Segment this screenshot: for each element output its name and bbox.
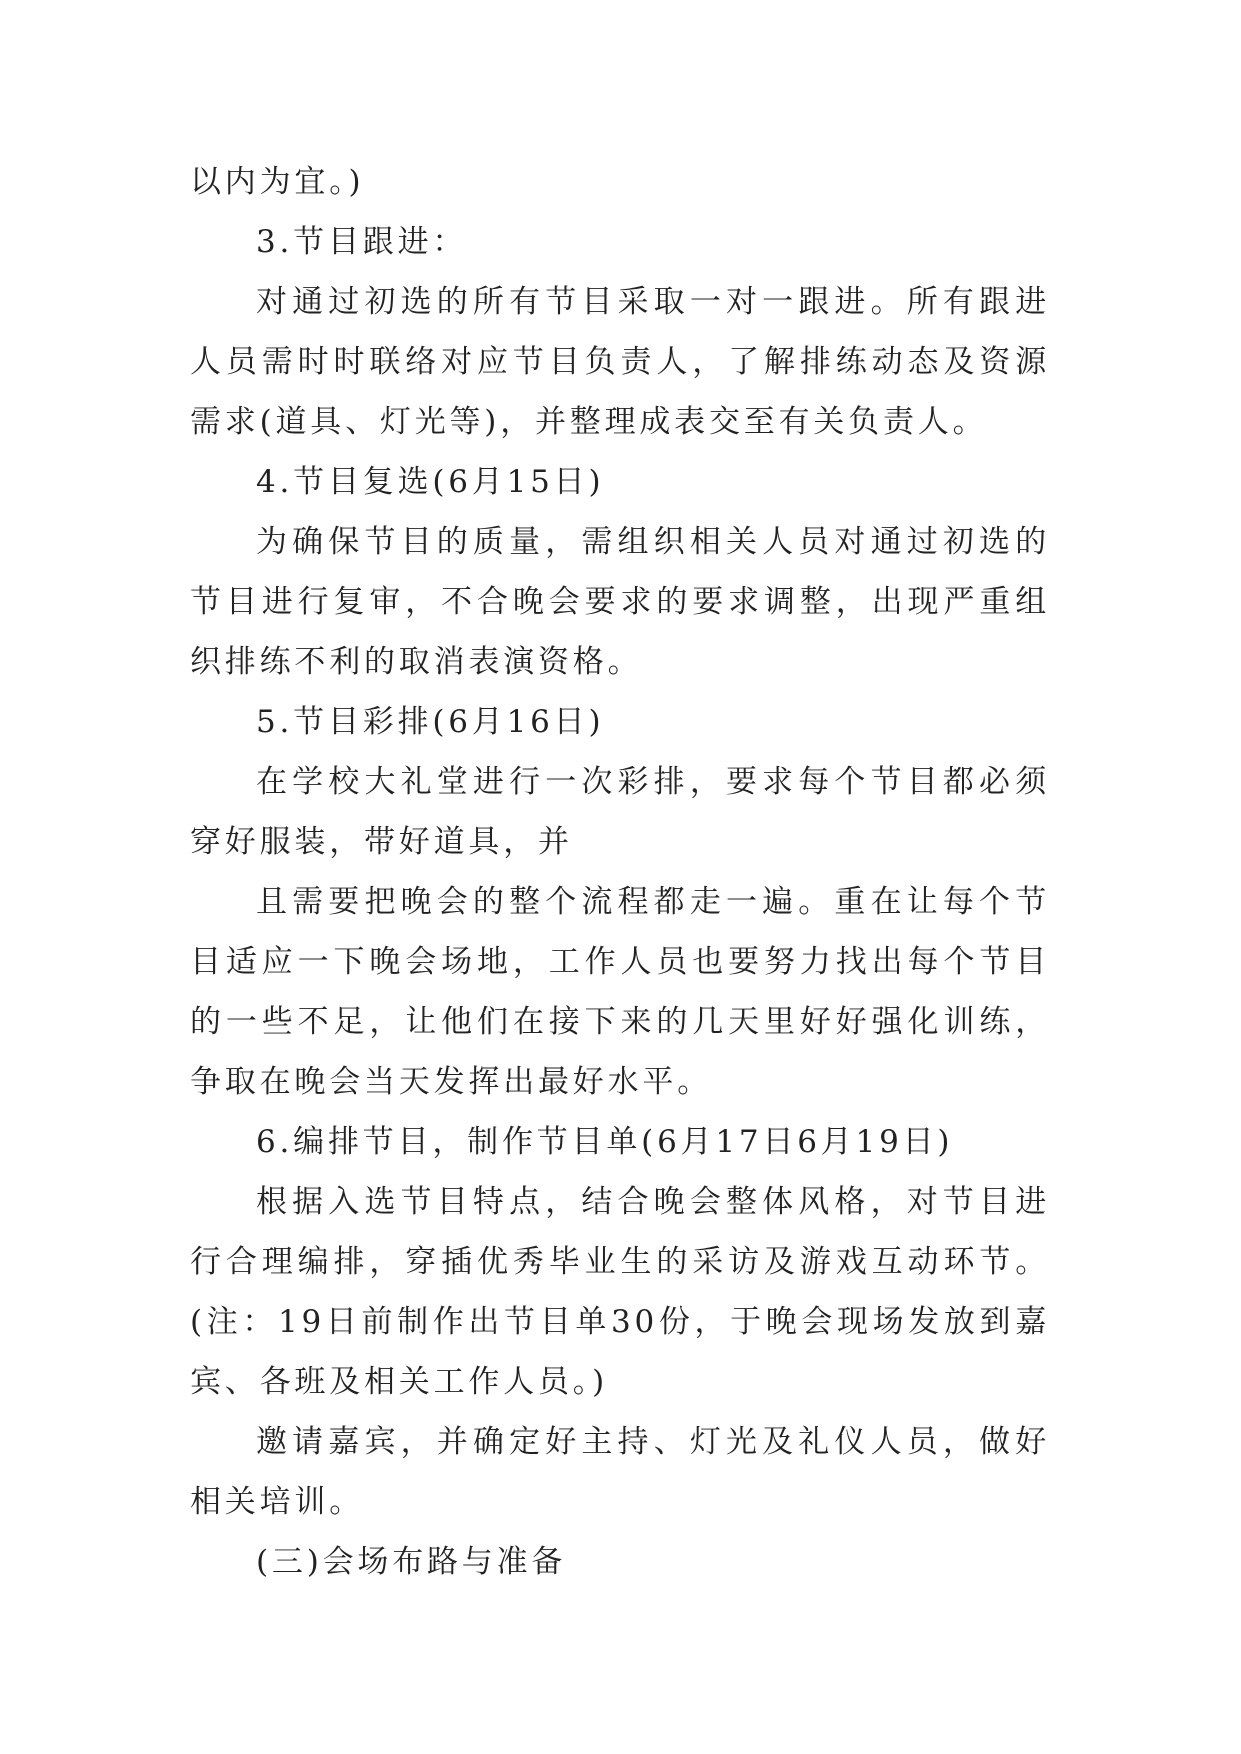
paragraph-review: 为确保节目的质量，需组织相关人员对通过初选的节目进行复审，不合晚会要求的要求调整，出现严重组织排练不利的取消表演资格。 bbox=[190, 524, 1050, 680]
paragraph-rehearsal-part2: 且需要把晚会的整个流程都走一遍。重在让每个节目适应一下晚会场地，工作人员也要努力找出每个节目的一些不足，让他们在接下来的几天里好好强化训练，争取在晚会当天发挥出最好水平。 bbox=[190, 884, 1050, 1100]
paragraph-guests: 邀请嘉宾，并确定好主持、灯光及礼仪人员，做好相关培训。 bbox=[190, 1424, 1050, 1520]
item-heading-4: 4.节目复选(6月15日) bbox=[256, 464, 605, 500]
item-heading-6: 6.编排节目，制作节目单(6月17日6月19日) bbox=[256, 1124, 954, 1160]
paragraph-rehearsal-part1: 在学校大礼堂进行一次彩排，要求每个节目都必须穿好服装，带好道具，并 bbox=[190, 764, 1050, 860]
paragraph-follow-up: 对通过初选的所有节目采取一对一跟进。所有跟进人员需时时联络对应节目负责人，了解排练动态及资源需求(道具、灯光等)，并整理成表交至有关负责人。 bbox=[190, 284, 1050, 440]
paragraph-programme-list: 根据入选节目特点，结合晚会整体风格，对节目进行合理编排，穿插优秀毕业生的采访及游戏互动环节。(注：19日前制作出节目单30份，于晚会现场发放到嘉宾、各班及相关工作人员。) bbox=[190, 1184, 1050, 1400]
section-heading-3: (三)会场布路与准备 bbox=[256, 1544, 567, 1580]
document-body bbox=[190, 152, 1050, 1592]
item-heading-5: 5.节目彩排(6月16日) bbox=[256, 704, 605, 740]
item-heading-3: 3.节目跟进： bbox=[256, 224, 468, 260]
paragraph-continuation: 以内为宜。) bbox=[190, 164, 365, 200]
